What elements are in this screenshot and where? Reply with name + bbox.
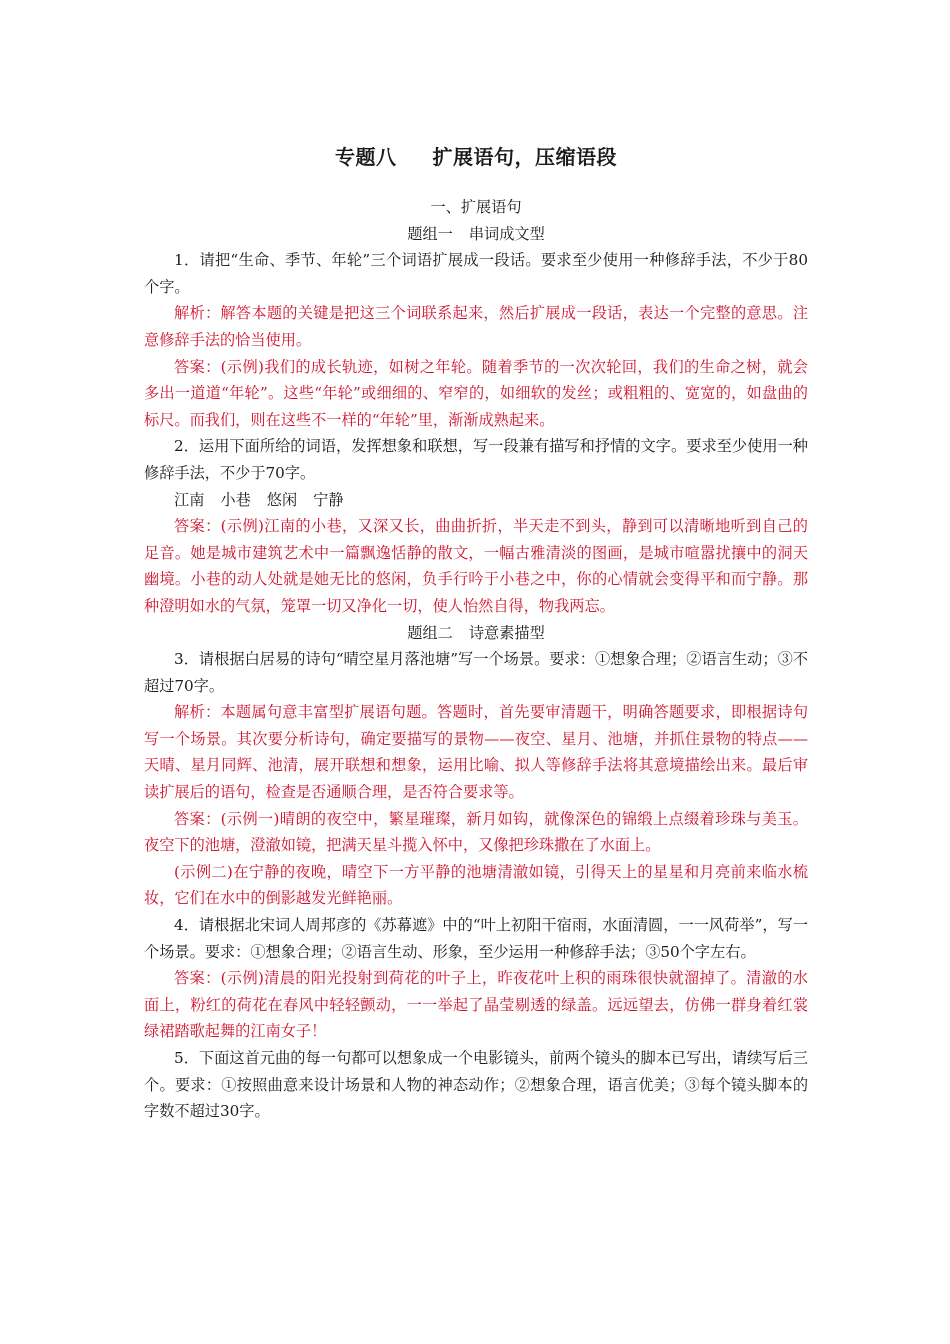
- answer-label: 答案：: [174, 969, 221, 988]
- answer-4: 答案：(示例)清晨的阳光投射到荷花的叶子上，昨夜花叶上积的雨珠很快就溜掉了。清澈的水面上，粉红的荷花在春风中轻轻颤动，一一举起了晶莹剔透的绿盖。远远望去，仿佛一群身着红裳绿裙踏歌起舞的江南女子！: [144, 969, 808, 1041]
- word-list: [144, 487, 808, 514]
- answer-label: 答案：: [174, 357, 221, 376]
- group-heading-1: 题组一 串词成文型: [407, 224, 545, 243]
- answer-3: 答案：(示例一)晴朗的夜空中，繁星璀璨，新月如钩，就像深色的锦缎上点缀着珍珠与美玉。夜空下的池塘，澄澈如镜，把满天星斗揽入怀中，又像把珍珠撒在了水面上。: [144, 809, 808, 855]
- word-item: 江南: [174, 490, 205, 509]
- analysis-label: 解析：: [174, 703, 221, 722]
- document-page: [144, 140, 808, 1125]
- question-4: 4．请根据北宋词人周邦彦的《苏幕遮》中的“叶上初阳干宿雨，水面清圆，一一风荷举”，写一个场景。要求：①想象合理；②语言生动、形象，至少运用一种修辞手法；③50个字左右。: [144, 916, 808, 961]
- analysis-1: 解析：解答本题的关键是把这三个词联系起来，然后扩展成一段话，表达一个完整的意思。注意修辞手法的恰当使用。: [144, 304, 809, 349]
- question-3: 3．请根据白居易的诗句“晴空星月落池塘”写一个场景。要求：①想象合理；②语言生动；③不超过70字。: [144, 650, 808, 695]
- word-item: 宁静: [313, 490, 344, 509]
- title-part1: 专题八: [335, 145, 397, 169]
- answer-1: 答案：(示例)我们的成长轨迹，如树之年轮。随着季节的一次次轮回，我们的生命之树，就会多出一道道“年轮”。这些“年轮”或细细的、窄窄的，如细软的发丝；或粗粗的、宽宽的，如盘曲的标尺。而我们，则在这些不一样的“年轮”里，渐渐成熟起来。: [144, 357, 808, 429]
- answer-3-example-2: (示例二)在宁静的夜晚，晴空下一方平静的池塘清澈如镜，引得天上的星星和月亮前来临水梳妆，它们在水中的倒影越发光鲜艳丽。: [144, 862, 808, 908]
- question-5: 5．下面这首元曲的每一句都可以想象成一个电影镜头，前两个镜头的脚本已写出，请续写后三个。要求：①按照曲意来设计场景和人物的神态动作；②想象合理，语言优美；③每个镜头脚本的字数不超过30字。: [144, 1049, 808, 1121]
- answer-2: 答案：(示例)江南的小巷，又深又长，曲曲折折，半天走不到头，静到可以清晰地听到自己的足音。她是城市建筑艺术中一篇飘逸恬静的散文，一幅古雅清淡的图画，是城市喧嚣扰攘中的洞天幽境。小巷的动人处就是她无比的悠闲，负手行吟于小巷之中，你的心情就会变得平和而宁静。那种澄明如水的气氛，笼罩一切又净化一切，使人怡然自得，物我两忘。: [144, 517, 808, 615]
- question-1: 1．请把“生命、季节、年轮”三个词语扩展成一段话。要求至少使用一种修辞手法，不少于80个字。: [144, 251, 808, 296]
- answer-label: 答案：: [174, 517, 221, 536]
- group-heading-2: 题组二 诗意素描型: [407, 623, 545, 642]
- question-2: 2．运用下面所给的词语，发挥想象和联想，写一段兼有描写和抒情的文字。要求至少使用一种修辞手法，不少于70字。: [144, 437, 808, 482]
- page-title: [144, 140, 808, 174]
- analysis-3: 解析：本题属句意丰富型扩展语句题。答题时，首先要审清题干，明确答题要求，即根据诗句写一个场景。其次要分析诗句，确定要描写的景物——夜空、星月、池塘，并抓住景物的特点——天晴、星月同辉、池清，展开联想和想象，运用比喻、拟人等修辞手法将其意境描绘出来。最后审读扩展后的语句，检查是否通顺合理，是否符合要求等。: [144, 703, 809, 802]
- answer-label: 答案：: [174, 809, 221, 828]
- word-item: 悠闲: [266, 490, 298, 509]
- analysis-label: 解析：: [174, 304, 221, 323]
- title-part2: 扩展语句，压缩语段: [432, 145, 617, 169]
- section-heading: 一、扩展语句: [430, 198, 522, 216]
- word-item: 小巷: [220, 490, 251, 509]
